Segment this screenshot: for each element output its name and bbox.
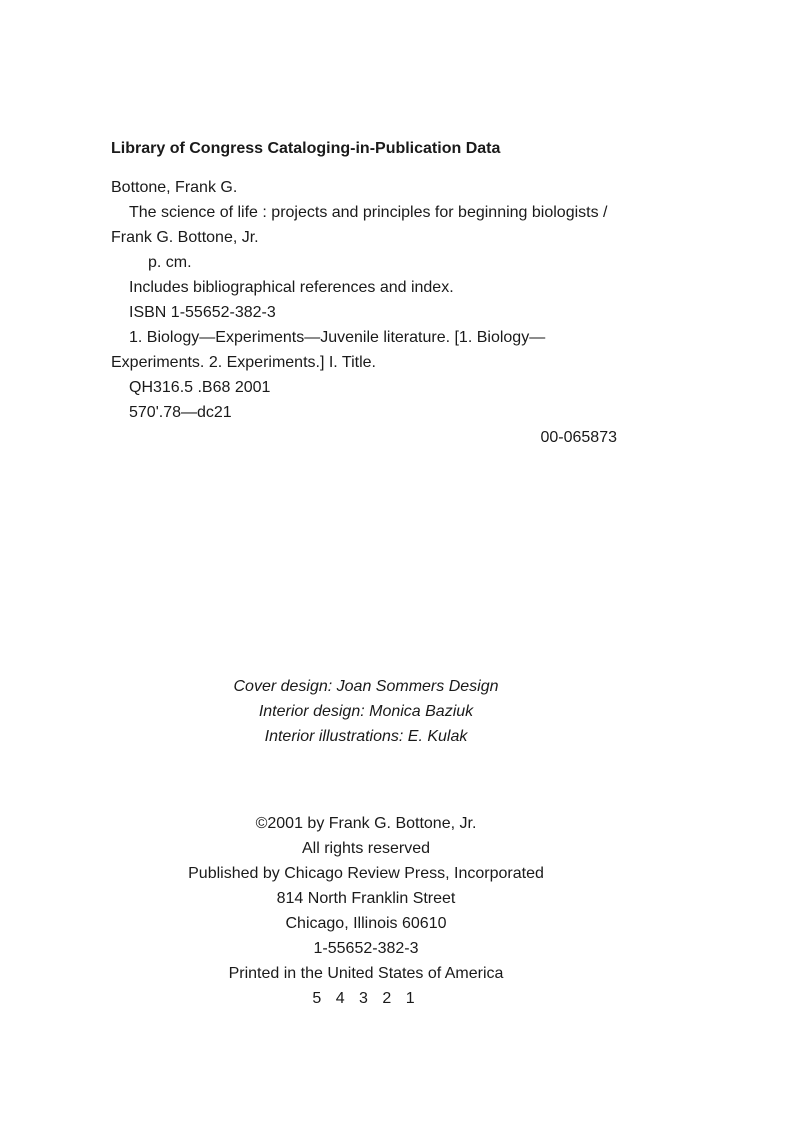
imprint-block — [0, 811, 732, 1011]
cip-title-line2: Frank G. Bottone, Jr. — [111, 229, 259, 246]
cip-subjects-line1: 1. Biology—Experiments—Juvenile literature. [1. Biology— — [129, 329, 546, 346]
imprint-isbn: 1-55652-382-3 — [313, 940, 419, 957]
rights-line: All rights reserved — [301, 840, 431, 857]
cip-isbn: ISBN 1-55652-382-3 — [129, 304, 276, 321]
cover-design-credit: Cover design: Joan Sommers Design — [233, 678, 499, 695]
cip-lc-class: QH316.5 .B68 2001 — [129, 379, 271, 396]
cip-title-line1: The science of life : projects and principles for beginning biologists / — [129, 204, 608, 221]
printing-number-line: 5 4 3 2 1 — [312, 990, 420, 1007]
cip-lccn: 00-065873 — [540, 429, 617, 446]
cip-notes: Includes bibliographical references and index. — [129, 279, 454, 296]
illustrations-credit: Interior illustrations: E. Kulak — [264, 728, 468, 745]
cip-pages: p. cm. — [148, 254, 192, 271]
copyright-line: ©2001 by Frank G. Bottone, Jr. — [255, 815, 477, 832]
cip-data-block — [111, 138, 631, 450]
design-credits — [0, 674, 732, 749]
publisher-street: 814 North Franklin Street — [276, 890, 456, 907]
cip-heading: Library of Congress Cataloging-in-Publication Data — [111, 140, 501, 157]
cip-dewey: 570'.78—dc21 — [129, 404, 232, 421]
cip-subjects-line2: Experiments. 2. Experiments.] I. Title. — [111, 354, 376, 371]
publisher-line: Published by Chicago Review Press, Incorporated — [188, 865, 544, 882]
publisher-city: Chicago, Illinois 60610 — [285, 915, 447, 932]
interior-design-credit: Interior design: Monica Baziuk — [258, 703, 474, 720]
cip-author: Bottone, Frank G. — [111, 179, 238, 196]
printed-in-line: Printed in the United States of America — [228, 965, 504, 982]
